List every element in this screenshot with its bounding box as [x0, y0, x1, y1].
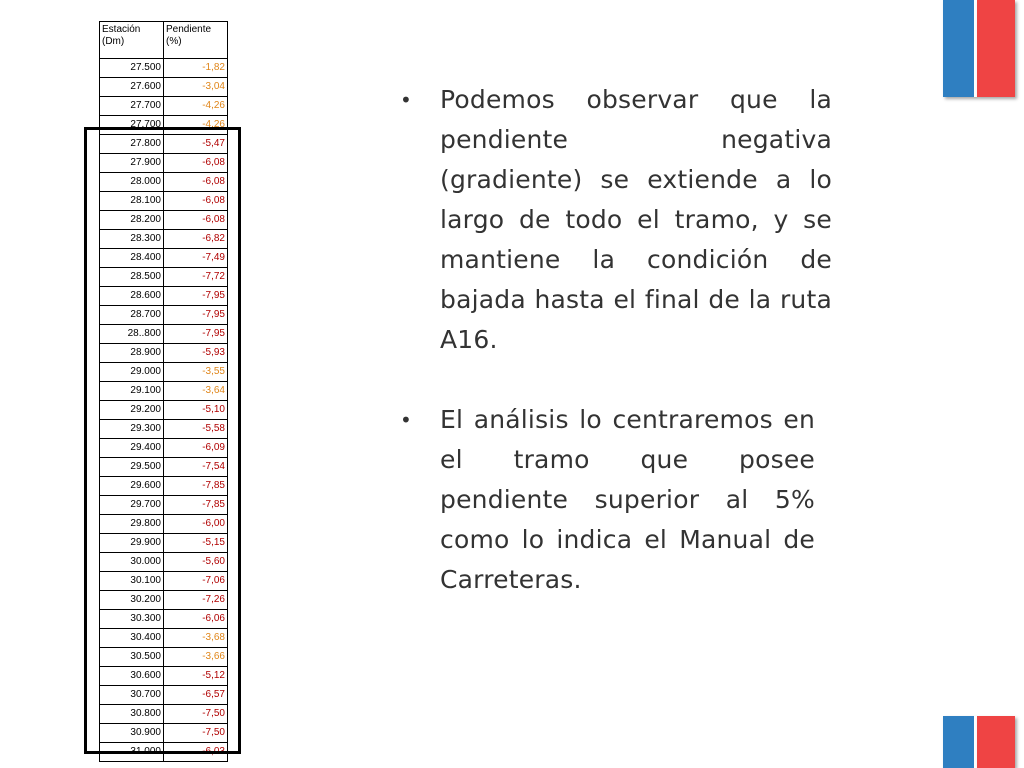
slope-cell: -7,85: [164, 477, 228, 496]
slope-cell: -7,72: [164, 268, 228, 287]
table-row: [100, 97, 228, 116]
slope-cell: -6,08: [164, 192, 228, 211]
flag-blue-band: [943, 716, 977, 768]
slope-cell: -3,64: [164, 382, 228, 401]
station-cell: 30.800: [100, 705, 164, 724]
slope-cell: -5,60: [164, 553, 228, 572]
station-cell: 30.200: [100, 591, 164, 610]
table-row: [100, 78, 228, 97]
table-row: [100, 724, 228, 743]
table-row: [100, 743, 228, 762]
table-row: [100, 59, 228, 78]
station-cell: 30.300: [100, 610, 164, 629]
slope-cell: -7,50: [164, 705, 228, 724]
slope-cell: -5,58: [164, 420, 228, 439]
bullet-text: Podemos observar que la pendiente negativa (gradiente) se extiende a lo largo de todo el tramo, y se mantiene la condición de bajada hasta el final de la ruta A16.: [440, 85, 832, 354]
bullet-item: [400, 80, 832, 360]
flag-red-band: [977, 0, 1015, 97]
station-cell: 28.500: [100, 268, 164, 287]
flag-red-band: [977, 716, 1015, 768]
slope-cell: -6,00: [164, 515, 228, 534]
slope-cell: -6,08: [164, 211, 228, 230]
table-row: [100, 458, 228, 477]
table-body: [100, 59, 228, 762]
slope-cell: -7,54: [164, 458, 228, 477]
station-cell: 29.900: [100, 534, 164, 553]
table-row: [100, 211, 228, 230]
table-row: [100, 230, 228, 249]
slope-cell: -7,95: [164, 287, 228, 306]
station-column-header: Estación (Dm): [100, 22, 164, 59]
station-cell: 28.300: [100, 230, 164, 249]
table-row: [100, 154, 228, 173]
station-cell: 29.500: [100, 458, 164, 477]
station-cell: 30.400: [100, 629, 164, 648]
table-row: [100, 686, 228, 705]
slope-cell: -7,85: [164, 496, 228, 515]
slope-cell: -4,26: [164, 116, 228, 135]
slope-cell: -3,04: [164, 78, 228, 97]
slope-cell: -6,09: [164, 439, 228, 458]
station-cell: 29.100: [100, 382, 164, 401]
station-cell: 29.200: [100, 401, 164, 420]
station-cell: 28.900: [100, 344, 164, 363]
station-cell: 28..800: [100, 325, 164, 344]
table-row: [100, 192, 228, 211]
table-row: [100, 553, 228, 572]
slope-column-header: Pendiente (%): [164, 22, 228, 59]
table-row: [100, 515, 228, 534]
station-cell: 27.700: [100, 116, 164, 135]
slope-cell: -5,93: [164, 344, 228, 363]
flag-decoration-bottom: [943, 716, 1017, 768]
slope-table: [99, 21, 228, 762]
station-cell: 30.900: [100, 724, 164, 743]
slope-cell: -4,26: [164, 97, 228, 116]
table-row: [100, 249, 228, 268]
slope-cell: -7,50: [164, 724, 228, 743]
table-row: [100, 135, 228, 154]
table-row: [100, 648, 228, 667]
slope-cell: -3,66: [164, 648, 228, 667]
slope-cell: -7,26: [164, 591, 228, 610]
flag-blue-band: [943, 0, 977, 97]
station-cell: 29.000: [100, 363, 164, 382]
slope-cell: -7,95: [164, 325, 228, 344]
table-row: [100, 382, 228, 401]
station-cell: 30.600: [100, 667, 164, 686]
slope-cell: -6,08: [164, 173, 228, 192]
station-cell: 29.800: [100, 515, 164, 534]
station-cell: 28.600: [100, 287, 164, 306]
table-row: [100, 439, 228, 458]
slope-cell: -6,03: [164, 743, 228, 762]
station-cell: 27.900: [100, 154, 164, 173]
table-row: [100, 268, 228, 287]
slope-table-container: [99, 21, 227, 762]
table-row: [100, 477, 228, 496]
station-cell: 28.000: [100, 173, 164, 192]
station-cell: 30.700: [100, 686, 164, 705]
station-cell: 29.600: [100, 477, 164, 496]
station-cell: 29.300: [100, 420, 164, 439]
slope-cell: -5,15: [164, 534, 228, 553]
table-row: [100, 610, 228, 629]
table-row: [100, 401, 228, 420]
slope-cell: -5,12: [164, 667, 228, 686]
slope-cell: -6,57: [164, 686, 228, 705]
slope-cell: -7,06: [164, 572, 228, 591]
station-cell: 28.100: [100, 192, 164, 211]
table-row: [100, 705, 228, 724]
slope-cell: -6,06: [164, 610, 228, 629]
slope-cell: -5,47: [164, 135, 228, 154]
station-cell: 28.200: [100, 211, 164, 230]
slope-cell: -5,10: [164, 401, 228, 420]
slope-cell: -1,82: [164, 59, 228, 78]
bullet-list: [400, 80, 832, 594]
station-cell: 30.100: [100, 572, 164, 591]
station-cell: 29.400: [100, 439, 164, 458]
bullet-dot-icon: •: [400, 88, 412, 112]
table-row: [100, 629, 228, 648]
table-row: [100, 344, 228, 363]
table-row: [100, 306, 228, 325]
station-cell: 27.700: [100, 97, 164, 116]
table-row: [100, 534, 228, 553]
station-cell: 31.000: [100, 743, 164, 762]
slope-cell: -6,08: [164, 154, 228, 173]
table-row: [100, 173, 228, 192]
station-cell: 27.500: [100, 59, 164, 78]
station-cell: 30.000: [100, 553, 164, 572]
table-row: [100, 363, 228, 382]
station-cell: 27.800: [100, 135, 164, 154]
table-row: [100, 116, 228, 135]
station-cell: 30.500: [100, 648, 164, 667]
table-row: [100, 572, 228, 591]
table-row: [100, 287, 228, 306]
station-cell: 27.600: [100, 78, 164, 97]
slope-cell: -3,68: [164, 629, 228, 648]
table-row: [100, 591, 228, 610]
station-cell: 28.400: [100, 249, 164, 268]
slope-cell: -7,95: [164, 306, 228, 325]
station-cell: 28.700: [100, 306, 164, 325]
bullet-item: [400, 400, 815, 600]
flag-decoration-top: [943, 0, 1017, 97]
table-row: [100, 325, 228, 344]
bullet-text: El análisis lo centraremos en el tramo que posee pendiente superior al 5% como lo indica el Manual de Carreteras.: [440, 405, 815, 594]
slope-cell: -7,49: [164, 249, 228, 268]
bullet-dot-icon: •: [400, 408, 412, 432]
station-cell: 29.700: [100, 496, 164, 515]
table-row: [100, 667, 228, 686]
table-row: [100, 496, 228, 515]
slope-cell: -6,82: [164, 230, 228, 249]
table-header-row: [100, 22, 228, 59]
table-row: [100, 420, 228, 439]
slope-cell: -3,55: [164, 363, 228, 382]
